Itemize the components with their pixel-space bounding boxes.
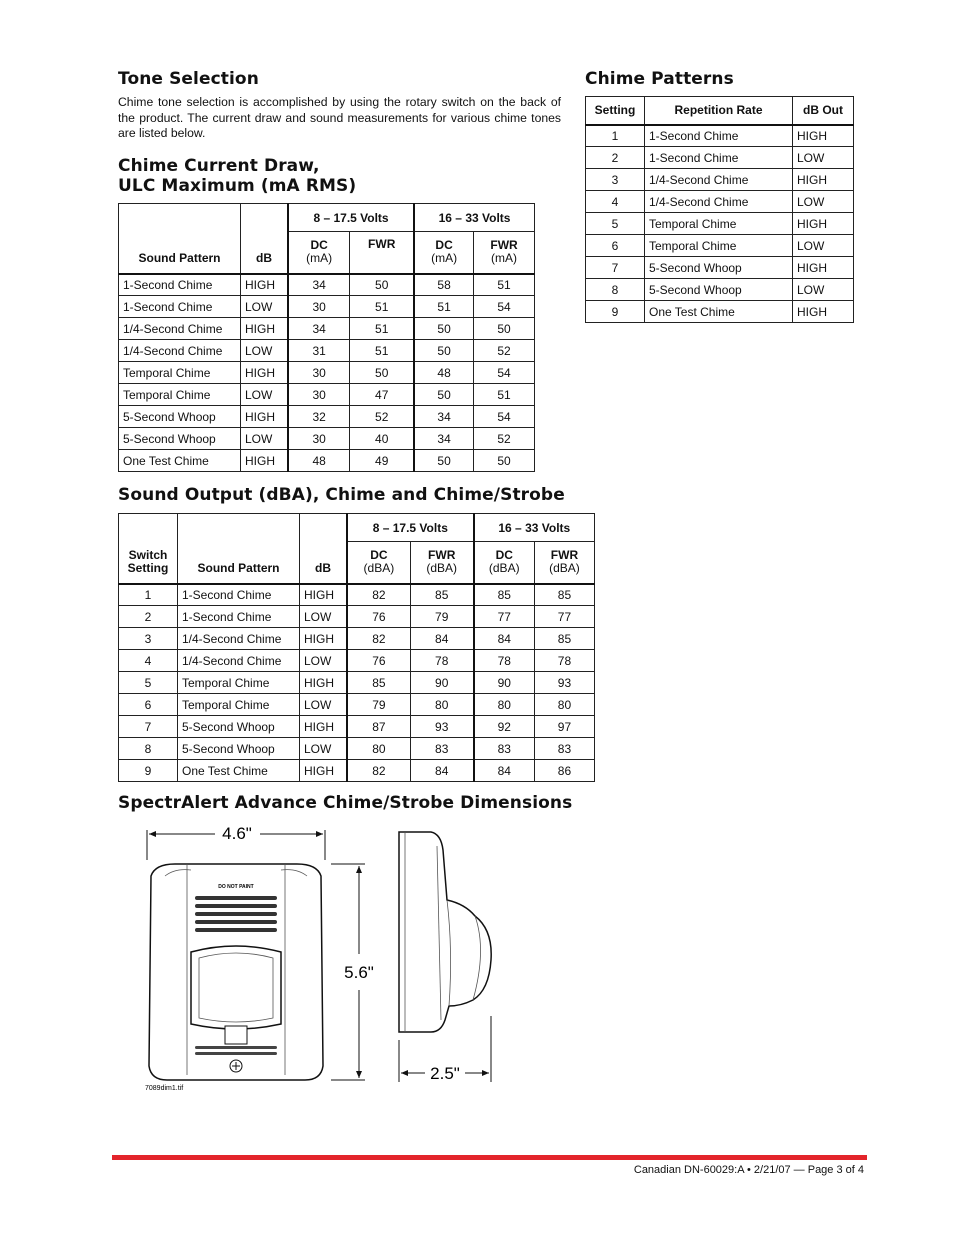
table-cell: 1/4-Second Chime	[119, 318, 241, 340]
sound-output-table	[118, 513, 595, 782]
table-cell: HIGH	[300, 760, 348, 782]
table-cell: 85	[347, 672, 410, 694]
table-cell: 1/4-Second Chime	[645, 169, 793, 191]
table-cell: 6	[586, 235, 645, 257]
table-row	[119, 296, 535, 318]
table-cell: Temporal Chime	[119, 362, 241, 384]
table-cell: 49	[350, 450, 414, 472]
table-row	[119, 362, 535, 384]
table-cell: 51	[350, 340, 414, 362]
table-row	[119, 450, 535, 472]
table-cell: 2	[586, 147, 645, 169]
table-cell: 48	[288, 450, 350, 472]
table-row	[586, 301, 854, 323]
fwr-label: FWR	[428, 548, 456, 563]
col-header-db-out: dB Out	[793, 97, 854, 125]
table-cell: 1-Second Chime	[178, 584, 300, 606]
table-row	[119, 384, 535, 406]
col-header-dc-2	[414, 232, 474, 274]
table-cell: 1/4-Second Chime	[119, 340, 241, 362]
table-cell: 1/4-Second Chime	[645, 191, 793, 213]
table-cell: 51	[474, 274, 535, 296]
table-cell: 5-Second Whoop	[119, 406, 241, 428]
table-cell: 5-Second Whoop	[119, 428, 241, 450]
table-cell: 76	[347, 606, 410, 628]
table-cell: 82	[347, 628, 410, 650]
table-cell: 34	[288, 274, 350, 296]
table-row	[586, 191, 854, 213]
table-cell: 3	[119, 628, 178, 650]
unit-label: (dBA)	[363, 561, 395, 576]
table-cell: 1-Second Chime	[119, 296, 241, 318]
tone-selection-heading: Tone Selection	[118, 69, 259, 89]
col-header-setting: Setting	[586, 97, 645, 125]
table-cell: 48	[414, 362, 474, 384]
table-cell: One Test Chime	[119, 450, 241, 472]
table-cell: LOW	[793, 147, 854, 169]
table-cell: 51	[414, 296, 474, 318]
table-cell: 50	[414, 318, 474, 340]
dc-label: DC	[495, 548, 513, 563]
table-cell: LOW	[300, 650, 348, 672]
table-cell: 51	[350, 296, 414, 318]
table-cell: 5-Second Whoop	[178, 738, 300, 760]
depth-label: 2.5"	[430, 1064, 460, 1083]
col-header-sound-pattern: Sound Pattern	[119, 204, 241, 274]
table-row	[119, 716, 595, 738]
table-cell: 1-Second Chime	[178, 606, 300, 628]
table-cell: 52	[474, 428, 535, 450]
table-cell: 92	[474, 716, 535, 738]
table-cell: 85	[534, 584, 594, 606]
table-cell: 31	[288, 340, 350, 362]
table-cell: 9	[586, 301, 645, 323]
table-cell: 83	[534, 738, 594, 760]
table-cell: 9	[119, 760, 178, 782]
table-cell: 78	[474, 650, 535, 672]
device-side-view	[399, 832, 491, 1032]
table-cell: 85	[410, 584, 473, 606]
table-cell: HIGH	[241, 318, 289, 340]
table-cell: LOW	[300, 694, 348, 716]
table-row	[119, 584, 595, 606]
table-cell: 82	[347, 584, 410, 606]
table-cell: LOW	[241, 340, 289, 362]
col-header-switch-setting	[119, 514, 178, 584]
table-cell: 84	[410, 628, 473, 650]
table-cell: 84	[474, 628, 535, 650]
table-cell: 1	[586, 125, 645, 147]
table-row	[586, 147, 854, 169]
table-cell: 7	[586, 257, 645, 279]
table-cell: 50	[474, 450, 535, 472]
table-row	[119, 406, 535, 428]
table-cell: 50	[474, 318, 535, 340]
sound-output-table-body	[119, 584, 595, 782]
table-cell: 90	[410, 672, 473, 694]
table-cell: 93	[410, 716, 473, 738]
table-cell: 50	[350, 274, 414, 296]
fwr-label: FWR	[490, 238, 518, 253]
table-cell: 7	[119, 716, 178, 738]
table-cell: 50	[414, 384, 474, 406]
table-cell: 47	[350, 384, 414, 406]
table-cell: LOW	[793, 279, 854, 301]
table-cell: 30	[288, 296, 350, 318]
footer-text: Canadian DN-60029:A • 2/21/07 — Page 3 of 4	[633, 1164, 864, 1176]
table-cell: 85	[534, 628, 594, 650]
dc-label: DC	[435, 238, 453, 253]
table-cell: HIGH	[300, 628, 348, 650]
col-header-dc-2	[474, 542, 535, 584]
table-cell: Temporal Chime	[178, 672, 300, 694]
table-row	[119, 650, 595, 672]
table-cell: LOW	[241, 384, 289, 406]
table-cell: 34	[414, 428, 474, 450]
col-header-fwr-1	[350, 232, 414, 274]
fwr-label: FWR	[550, 548, 579, 563]
table-cell: 52	[474, 340, 535, 362]
table-row	[119, 694, 595, 716]
col-header-repetition-rate: Repetition Rate	[645, 97, 793, 125]
chime-patterns-table-body	[586, 125, 854, 323]
col-header-sound-pattern: Sound Pattern	[178, 514, 300, 584]
table-cell: 58	[414, 274, 474, 296]
table-cell: 84	[474, 760, 535, 782]
table-cell: HIGH	[300, 716, 348, 738]
dimensions-heading: SpectrAlert Advance Chime/Strobe Dimensions	[118, 793, 573, 813]
table-row	[119, 428, 535, 450]
table-cell: 40	[350, 428, 414, 450]
table-cell: 80	[347, 738, 410, 760]
table-cell: HIGH	[241, 274, 289, 296]
unit-label: (mA)	[491, 251, 518, 266]
table-cell: 5-Second Whoop	[645, 279, 793, 301]
table-row	[119, 318, 535, 340]
table-cell: 79	[410, 606, 473, 628]
table-row	[119, 274, 535, 296]
chime-patterns-heading: Chime Patterns	[585, 69, 734, 89]
table-cell: 84	[410, 760, 473, 782]
table-cell: 51	[350, 318, 414, 340]
col-header-fwr-1	[410, 542, 473, 584]
table-cell: 51	[474, 384, 535, 406]
table-row	[119, 760, 595, 782]
table-cell: 83	[410, 738, 473, 760]
table-cell: 32	[288, 406, 350, 428]
table-cell: 30	[288, 384, 350, 406]
sound-output-heading: Sound Output (dBA), Chime and Chime/Strobe	[118, 485, 565, 505]
table-row	[586, 235, 854, 257]
table-row	[119, 738, 595, 760]
table-cell: LOW	[793, 235, 854, 257]
unit-label: (dBA)	[426, 561, 458, 576]
table-cell: 34	[414, 406, 474, 428]
table-cell: 3	[586, 169, 645, 191]
table-cell: 80	[474, 694, 535, 716]
table-cell: 83	[474, 738, 535, 760]
table-cell: HIGH	[300, 672, 348, 694]
table-cell: HIGH	[241, 406, 289, 428]
unit-label: (mA)	[431, 251, 458, 266]
table-cell: 34	[288, 318, 350, 340]
table-cell: 54	[474, 362, 535, 384]
table-cell: 50	[414, 450, 474, 472]
table-cell: 52	[350, 406, 414, 428]
table-cell: 80	[410, 694, 473, 716]
footer-rule	[112, 1155, 867, 1160]
col-group-16-33: 16 – 33 Volts	[474, 514, 595, 542]
table-cell: 77	[534, 606, 594, 628]
table-cell: 5	[586, 213, 645, 235]
table-cell: 79	[347, 694, 410, 716]
file-label: 7089dim1.tif	[145, 1085, 184, 1092]
table-cell: 30	[288, 362, 350, 384]
table-cell: HIGH	[241, 450, 289, 472]
table-cell: Temporal Chime	[178, 694, 300, 716]
table-row	[119, 628, 595, 650]
device-label: DO NOT PAINT	[218, 884, 254, 890]
table-row	[586, 213, 854, 235]
current-draw-heading	[118, 156, 356, 196]
col-group-8-17: 8 – 17.5 Volts	[288, 204, 414, 232]
table-cell: 90	[474, 672, 535, 694]
table-cell: 80	[534, 694, 594, 716]
table-cell: 2	[119, 606, 178, 628]
col-header-db: dB	[300, 514, 348, 584]
col-header-dc-1	[288, 232, 350, 274]
table-cell: Temporal Chime	[119, 384, 241, 406]
table-cell: 1/4-Second Chime	[178, 628, 300, 650]
table-cell: 4	[586, 191, 645, 213]
table-cell: 6	[119, 694, 178, 716]
table-cell: LOW	[241, 428, 289, 450]
col-group-16-33: 16 – 33 Volts	[414, 204, 534, 232]
table-row	[119, 672, 595, 694]
height-label: 5.6"	[344, 963, 374, 982]
col-header-dc-1	[347, 542, 410, 584]
current-draw-table	[118, 203, 535, 472]
table-cell: 30	[288, 428, 350, 450]
table-row	[586, 169, 854, 191]
table-cell: 97	[534, 716, 594, 738]
table-cell: One Test Chime	[178, 760, 300, 782]
col-header-fwr-2	[474, 232, 535, 274]
table-cell: LOW	[793, 191, 854, 213]
table-cell: 78	[534, 650, 594, 672]
table-row	[586, 257, 854, 279]
table-cell: 87	[347, 716, 410, 738]
table-cell: 5-Second Whoop	[645, 257, 793, 279]
table-cell: 8	[586, 279, 645, 301]
table-row	[119, 606, 595, 628]
table-row	[586, 279, 854, 301]
table-cell: 5	[119, 672, 178, 694]
table-row	[586, 125, 854, 147]
table-cell: 85	[474, 584, 535, 606]
table-cell: One Test Chime	[645, 301, 793, 323]
table-cell: HIGH	[793, 169, 854, 191]
table-cell: Temporal Chime	[645, 235, 793, 257]
table-cell: HIGH	[300, 584, 348, 606]
current-draw-heading-line1: Chime Current Draw,	[118, 156, 320, 176]
col-header-db: dB	[241, 204, 289, 274]
table-cell: HIGH	[793, 213, 854, 235]
table-cell: LOW	[300, 606, 348, 628]
table-cell: HIGH	[793, 125, 854, 147]
table-cell: 1-Second Chime	[645, 147, 793, 169]
dimensions-drawing	[135, 820, 515, 1100]
table-cell: 50	[350, 362, 414, 384]
dc-label: DC	[370, 548, 388, 563]
table-cell: 78	[410, 650, 473, 672]
tone-selection-paragraph: Chime tone selection is accomplished by using the rotary switch on the back of the product. The current draw and sound measurements for various chime tones are listed below.	[118, 95, 561, 140]
table-cell: HIGH	[241, 362, 289, 384]
unit-label: (mA)	[306, 251, 333, 266]
table-cell: 5-Second Whoop	[178, 716, 300, 738]
table-cell: 50	[414, 340, 474, 362]
width-label: 4.6"	[222, 824, 252, 843]
device-front-view	[149, 864, 323, 1080]
table-cell: 77	[474, 606, 535, 628]
unit-label: (dBA)	[488, 561, 520, 576]
table-cell: 1-Second Chime	[119, 274, 241, 296]
table-cell: 1-Second Chime	[645, 125, 793, 147]
switch-label: Switch	[128, 547, 168, 562]
setting-label: Setting	[127, 560, 169, 575]
table-cell: HIGH	[793, 301, 854, 323]
current-draw-table-body	[119, 274, 535, 472]
table-cell: 1/4-Second Chime	[178, 650, 300, 672]
table-row	[119, 340, 535, 362]
table-cell: 86	[534, 760, 594, 782]
table-cell: 76	[347, 650, 410, 672]
table-cell: 8	[119, 738, 178, 760]
current-draw-heading-line2: ULC Maximum (mA RMS)	[118, 176, 357, 196]
table-cell: 4	[119, 650, 178, 672]
table-cell: 1	[119, 584, 178, 606]
table-cell: HIGH	[793, 257, 854, 279]
table-cell: 54	[474, 406, 535, 428]
col-header-fwr-2	[534, 542, 594, 584]
table-cell: 93	[534, 672, 594, 694]
chime-patterns-table	[585, 96, 854, 323]
table-cell: Temporal Chime	[645, 213, 793, 235]
col-group-8-17: 8 – 17.5 Volts	[347, 514, 474, 542]
table-cell: LOW	[300, 738, 348, 760]
table-cell: 82	[347, 760, 410, 782]
dc-label: DC	[310, 238, 328, 253]
table-cell: LOW	[241, 296, 289, 318]
fwr-label: FWR	[368, 237, 396, 251]
table-cell: 54	[474, 296, 535, 318]
unit-label: (dBA)	[549, 561, 580, 576]
